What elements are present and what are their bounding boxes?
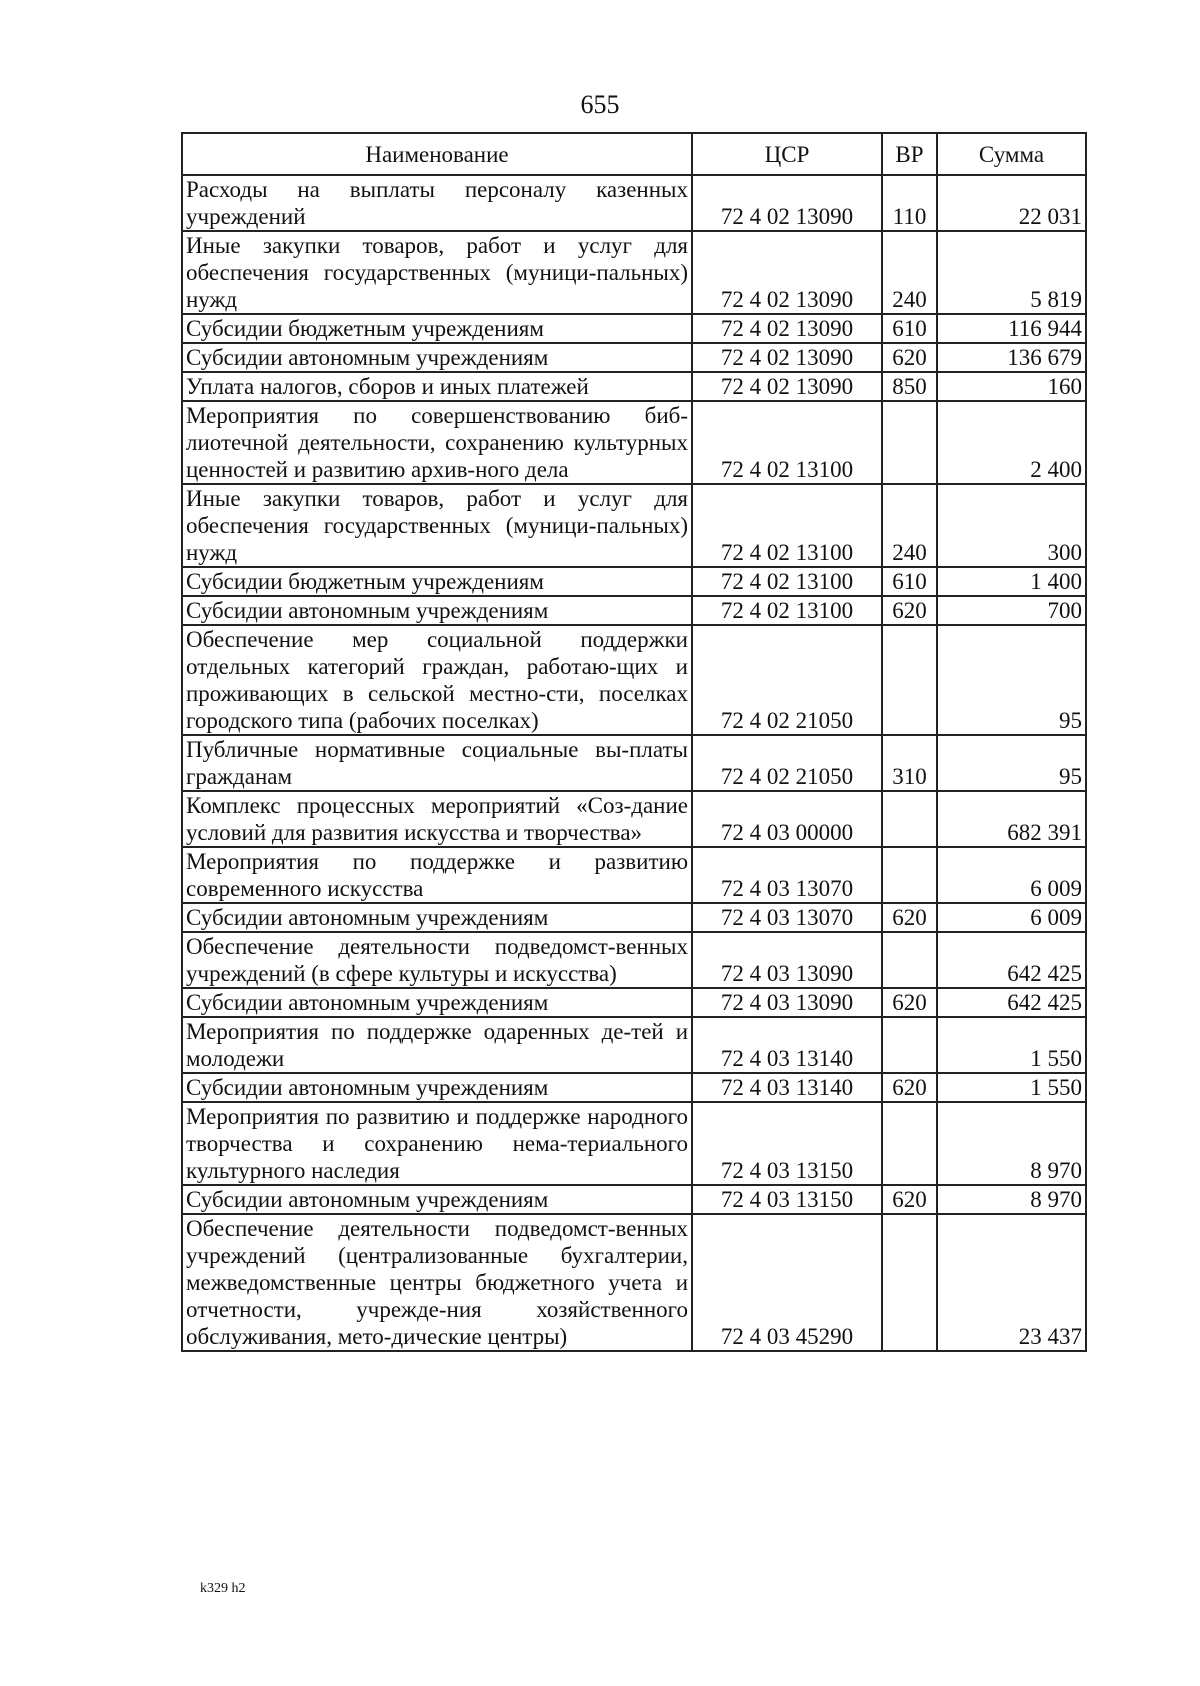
row-sum: 1 400 xyxy=(937,567,1086,596)
row-vr: 610 xyxy=(882,567,937,596)
row-csr: 72 4 03 13140 xyxy=(692,1073,882,1102)
row-csr: 72 4 03 13070 xyxy=(692,903,882,932)
row-vr xyxy=(882,1102,937,1185)
row-sum: 300 xyxy=(937,484,1086,567)
row-vr xyxy=(882,1214,937,1351)
table-row xyxy=(182,372,1086,401)
row-sum: 682 391 xyxy=(937,791,1086,847)
row-csr: 72 4 02 13090 xyxy=(692,372,882,401)
row-csr: 72 4 03 13150 xyxy=(692,1185,882,1214)
row-name: Обеспечение мер социальной поддержки отдельных категорий граждан, работаю-щих и проживающих в сельской местно-сти, поселках городского типа (рабочих поселках) xyxy=(182,625,692,735)
row-csr: 72 4 03 13090 xyxy=(692,988,882,1017)
row-csr: 72 4 02 13090 xyxy=(692,231,882,314)
table-row xyxy=(182,484,1086,567)
row-sum: 160 xyxy=(937,372,1086,401)
budget-table xyxy=(181,132,1087,1352)
row-name: Комплекс процессных мероприятий «Соз-дание условий для развития искусства и творчества» xyxy=(182,791,692,847)
row-name: Мероприятия по развитию и поддержке народного творчества и сохранению нема-териального культурного наследия xyxy=(182,1102,692,1185)
row-name: Субсидии автономным учреждениям xyxy=(182,988,692,1017)
row-csr: 72 4 02 13100 xyxy=(692,567,882,596)
table-row xyxy=(182,625,1086,735)
row-sum: 700 xyxy=(937,596,1086,625)
row-vr: 240 xyxy=(882,231,937,314)
table-row xyxy=(182,1017,1086,1073)
row-sum: 136 679 xyxy=(937,343,1086,372)
row-vr: 240 xyxy=(882,484,937,567)
row-sum: 1 550 xyxy=(937,1017,1086,1073)
table-header xyxy=(182,133,1086,175)
row-csr: 72 4 02 13090 xyxy=(692,314,882,343)
table-row xyxy=(182,903,1086,932)
row-name: Обеспечение деятельности подведомст-венных учреждений (в сфере культуры и искусства) xyxy=(182,932,692,988)
row-csr: 72 4 02 21050 xyxy=(692,735,882,791)
table-row xyxy=(182,401,1086,484)
row-sum: 6 009 xyxy=(937,903,1086,932)
row-name: Субсидии бюджетным учреждениям xyxy=(182,567,692,596)
table-row xyxy=(182,1102,1086,1185)
row-sum: 22 031 xyxy=(937,175,1086,231)
row-csr: 72 4 03 13090 xyxy=(692,932,882,988)
table-row xyxy=(182,314,1086,343)
header-sum: Сумма xyxy=(937,133,1086,175)
row-sum: 8 970 xyxy=(937,1102,1086,1185)
row-vr: 610 xyxy=(882,314,937,343)
row-name: Обеспечение деятельности подведомст-венных учреждений (централизованные бухгалтерии, межведомственные центры бюджетного учета и отчетности, учрежде-ния хозяйственного обслуживания, мето-дические центры) xyxy=(182,1214,692,1351)
row-name: Уплата налогов, сборов и иных платежей xyxy=(182,372,692,401)
header-row xyxy=(182,133,1086,175)
table-row xyxy=(182,988,1086,1017)
table-row xyxy=(182,1214,1086,1351)
row-vr: 620 xyxy=(882,988,937,1017)
row-csr: 72 4 02 13100 xyxy=(692,484,882,567)
row-sum: 2 400 xyxy=(937,401,1086,484)
row-vr: 620 xyxy=(882,596,937,625)
table-row xyxy=(182,791,1086,847)
table-row xyxy=(182,343,1086,372)
row-vr: 110 xyxy=(882,175,937,231)
row-csr: 72 4 03 13150 xyxy=(692,1102,882,1185)
row-name: Субсидии автономным учреждениям xyxy=(182,596,692,625)
table-row xyxy=(182,847,1086,903)
row-csr: 72 4 02 13090 xyxy=(692,175,882,231)
row-csr: 72 4 02 21050 xyxy=(692,625,882,735)
table-row xyxy=(182,596,1086,625)
row-sum: 95 xyxy=(937,625,1086,735)
row-csr: 72 4 02 13090 xyxy=(692,343,882,372)
row-sum: 116 944 xyxy=(937,314,1086,343)
row-csr: 72 4 02 13100 xyxy=(692,596,882,625)
row-vr: 620 xyxy=(882,903,937,932)
row-csr: 72 4 03 13070 xyxy=(692,847,882,903)
row-name: Публичные нормативные социальные вы-платы гражданам xyxy=(182,735,692,791)
table-row xyxy=(182,735,1086,791)
row-sum: 8 970 xyxy=(937,1185,1086,1214)
row-sum: 5 819 xyxy=(937,231,1086,314)
row-csr: 72 4 02 13100 xyxy=(692,401,882,484)
row-vr xyxy=(882,847,937,903)
row-name: Иные закупки товаров, работ и услуг для обеспечения государственных (муници-пальных) нужд xyxy=(182,231,692,314)
table-row xyxy=(182,231,1086,314)
row-vr xyxy=(882,791,937,847)
row-sum: 95 xyxy=(937,735,1086,791)
table-row xyxy=(182,1073,1086,1102)
row-name: Мероприятия по совершенствованию биб-лиотечной деятельности, сохранению культурных ценностей и развитию архив-ного дела xyxy=(182,401,692,484)
row-name: Расходы на выплаты персоналу казенных учреждений xyxy=(182,175,692,231)
row-vr xyxy=(882,932,937,988)
row-vr xyxy=(882,1017,937,1073)
row-sum: 1 550 xyxy=(937,1073,1086,1102)
row-csr: 72 4 03 00000 xyxy=(692,791,882,847)
row-name: Субсидии бюджетным учреждениям xyxy=(182,314,692,343)
row-csr: 72 4 03 13140 xyxy=(692,1017,882,1073)
table-row xyxy=(182,932,1086,988)
header-vr: ВР xyxy=(882,133,937,175)
table-row xyxy=(182,567,1086,596)
row-vr: 620 xyxy=(882,343,937,372)
table-body xyxy=(182,175,1086,1351)
row-vr: 620 xyxy=(882,1185,937,1214)
row-vr xyxy=(882,625,937,735)
row-vr: 850 xyxy=(882,372,937,401)
row-name: Мероприятия по поддержке одаренных де-тей и молодежи xyxy=(182,1017,692,1073)
table-row xyxy=(182,1185,1086,1214)
row-vr xyxy=(882,401,937,484)
row-name: Субсидии автономным учреждениям xyxy=(182,903,692,932)
row-vr: 310 xyxy=(882,735,937,791)
row-csr: 72 4 03 45290 xyxy=(692,1214,882,1351)
row-sum: 23 437 xyxy=(937,1214,1086,1351)
footer-code: k329 h2 xyxy=(200,1581,246,1596)
row-name: Иные закупки товаров, работ и услуг для обеспечения государственных (муници-пальных) нужд xyxy=(182,484,692,567)
table-row xyxy=(182,175,1086,231)
header-name: Наименование xyxy=(182,133,692,175)
row-sum: 642 425 xyxy=(937,988,1086,1017)
header-csr: ЦСР xyxy=(692,133,882,175)
row-name: Мероприятия по поддержке и развитию современного искусства xyxy=(182,847,692,903)
page-number: 655 xyxy=(580,90,620,119)
row-vr: 620 xyxy=(882,1073,937,1102)
row-name: Субсидии автономным учреждениям xyxy=(182,1185,692,1214)
row-sum: 642 425 xyxy=(937,932,1086,988)
row-name: Субсидии автономным учреждениям xyxy=(182,1073,692,1102)
row-sum: 6 009 xyxy=(937,847,1086,903)
row-name: Субсидии автономным учреждениям xyxy=(182,343,692,372)
